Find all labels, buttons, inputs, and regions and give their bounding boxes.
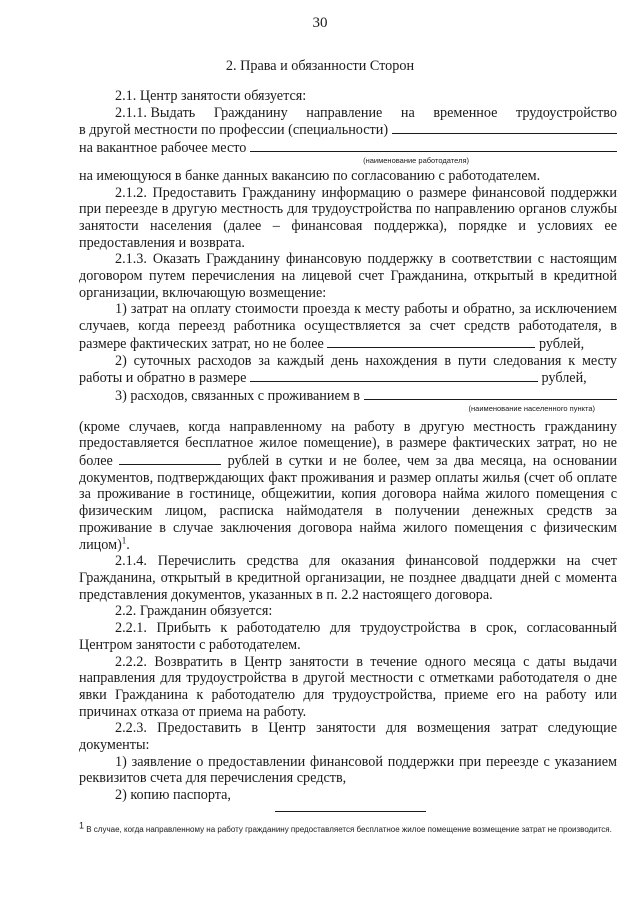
footnote-text: В случае, когда направленному на работу гражданину предоставляется бесплатное жилое помещение возмещение затрат не производится. [84,825,612,834]
clause-2-1-1-word: на [400,104,415,121]
clause-2-1-1-line1 [79,105,617,122]
locality-blank-field[interactable] [364,387,617,400]
item-2-daily-allowance [79,353,617,387]
clause-2-1-heading: 2.1. Центр занятости обязуется: [115,88,307,104]
clause-2-1-1-word: 2.1.1. Выдать [115,104,196,121]
locality-caption: (наименование населенного пункта) [468,403,595,413]
item-3-accommodation [79,387,617,405]
clause-2-2-heading: 2.2. Гражданин обязуется: [115,603,273,620]
daily-allowance-blank-field[interactable] [250,369,538,382]
item-3-continuation [79,419,617,554]
item-3-cont-part1: (кроме случаев, когда направленному на работу в другую местность гражданину предоставляется бесплатное жилое помещение), в размере фактических затрат, но не более [79,418,617,470]
clause-2-1-1-line2 [79,121,617,139]
clause-2-1-1-profession-label: в другой местности по профессии (специальности) [79,122,389,139]
clause-2-1-3: 2.1.3. Оказать Гражданину финансовую поддержку в соответствии с настоящим договором путем перечисления на лицевой счет Гражданина, открытый в кредитной организации, включающую возмещение: [79,251,617,301]
item-3-cont-end: . [126,536,130,553]
item-1-travel-costs [79,301,617,352]
footnote-separator [275,811,426,812]
clause-2-1-1-word: Гражданину [213,104,288,121]
clause-2-1-1-line3 [79,139,617,157]
clause-2-2-1: 2.2.1. Прибыть к работодателю для трудоустройства в срок, согласованный Центром занятости с работодателем. [79,620,617,653]
document-item-2: 2) копию паспорта, [115,787,231,804]
footnote-reference[interactable]: 1 [121,534,127,545]
item-2-text: 2) суточных расходов за каждый день нахождения в пути следования к месту работы и обратно в размере [79,352,617,387]
item-1-tail: рублей, [535,335,585,352]
document-item-1: 1) заявление о предоставлении финансовой поддержки при переезде с указанием реквизитов счета для перечисления средств, [79,753,617,787]
clause-2-1-2: 2.1.2. Предоставить Гражданину информацию о размере финансовой поддержки при переезде в другую местность для трудоустройства по направлению органов службы занятости населения (далее – финансовая поддержка), порядке и условиях ее предоставления и возврата. [79,184,617,251]
employer-blank-field[interactable] [250,139,617,152]
clause-2-1-1-word: временное [433,104,498,121]
document-body [79,88,617,804]
item-1-text: 1) затрат на оплату стоимости проезда к месту работы и обратно, за исключением случаев, когда переезд работника осуществляется за счет средств работодателя, в размере фактических затрат, но не более [79,301,617,352]
clause-2-1-1-line4: на имеющуюся в банке данных вакансию по согласованию с работодателем. [79,167,541,184]
item-2-tail: рублей, [537,370,587,387]
clause-2-1-1-word: направление [306,104,383,121]
page-number: 30 [312,15,328,31]
item-3-text: 3) расходов, связанных с проживанием в [115,387,360,404]
employer-caption: (наименование работодателя) [363,155,469,165]
clause-2-2-2: 2.2.2. Возвратить в Центр занятости в течение одного месяца с даты выдачи направления для трудоустройства в другой местности с отметками работодателя о дне явки Гражданина к работодателю для трудоустройства, приеме его на работу или причинах отказа от приема на работу. [79,653,617,720]
accommodation-limit-blank-field[interactable] [119,452,221,465]
profession-blank-field[interactable] [392,121,617,134]
section-title: 2. Права и обязанности Сторон [225,58,415,74]
footnote [79,820,617,835]
travel-cost-blank-field[interactable] [327,335,535,348]
clause-2-1-1-workplace-label: на вакантное рабочее место [79,140,247,157]
footnote-mark: 1 [79,820,85,831]
clause-2-2-3: 2.2.3. Предоставить в Центр занятости для возмещения затрат следующие документы: [79,720,617,754]
item-3-cont-part2: рублей в сутки и не более, чем за два месяца, на основании документов, подтверждающих факт проживания и размер оплаты жилья (счет об оплате за проживание в гостинице, общежитии, копия договора найма жилого помещения с физическим лицом, расписка наймодателя в получении денежных средств за проживание в случае заключения договора найма жилого помещения с физическим лицом) [79,453,618,553]
clause-2-1-1-word: трудоустройство [516,104,617,121]
clause-2-1-4: 2.1.4. Перечислить средства для оказания финансовой поддержки на счет Гражданина, открытый в кредитной организации, не позднее двадцати дней с момента представления документов, указанных в п. 2.2 настоящего договора. [79,553,617,603]
